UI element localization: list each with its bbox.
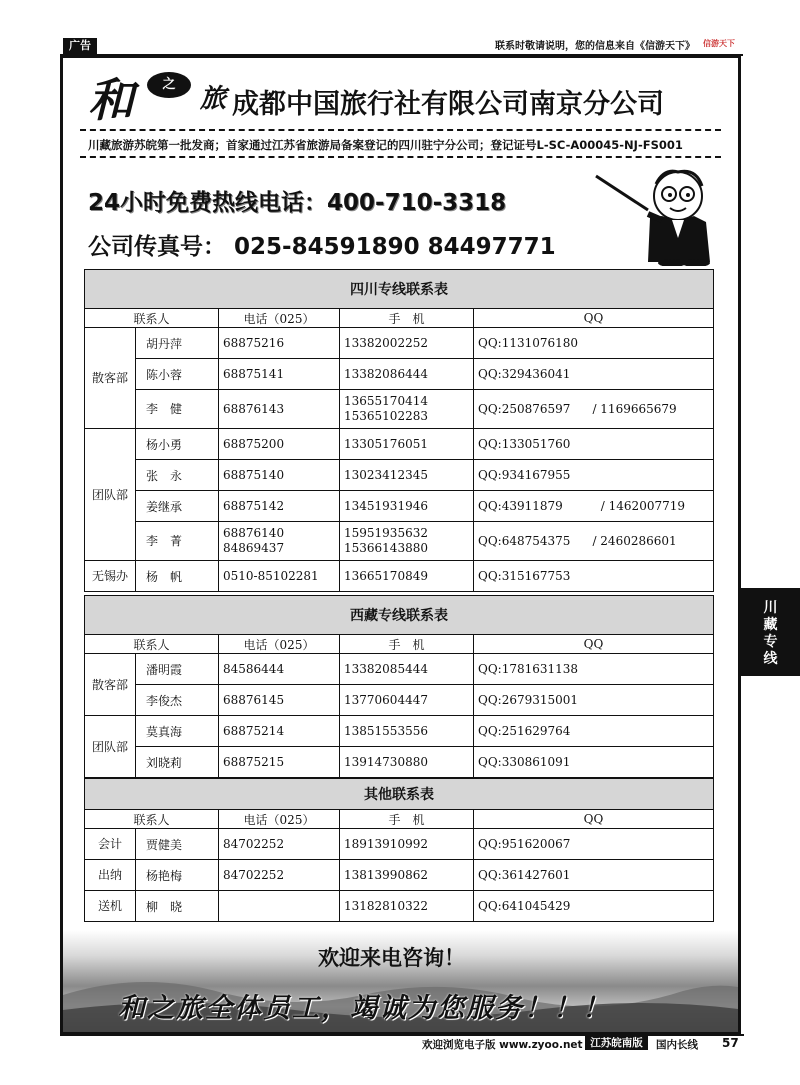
column-header-contact: 联系人	[85, 810, 219, 829]
tel-cell: 68875214	[219, 716, 340, 747]
contact-name: 贾健美	[136, 829, 219, 860]
department-cell: 团队部	[85, 429, 136, 561]
contact-name: 李俊杰	[136, 685, 219, 716]
department-cell: 会计	[85, 829, 136, 860]
tel-number: 84869437	[223, 541, 285, 555]
side-tab-char: 藏	[763, 617, 778, 633]
tibet-contact-table	[84, 595, 714, 778]
contact-name: 陈小蓉	[136, 359, 219, 390]
tel-cell: 68875215	[219, 747, 340, 778]
tel-cell	[219, 522, 340, 561]
table-row	[85, 522, 714, 561]
column-header-qq: QQ	[474, 309, 714, 328]
ad-tag: 广告	[63, 38, 97, 54]
table-row	[85, 561, 714, 592]
hotline-number: 24小时免费热线电话：400-710-3318	[88, 190, 507, 216]
contact-name: 杨 帆	[136, 561, 219, 592]
table-title: 西藏专线联系表	[85, 596, 714, 635]
department-cell: 无锡办	[85, 561, 136, 592]
table-row	[85, 747, 714, 778]
tel-cell: 68876145	[219, 685, 340, 716]
department-cell: 散客部	[85, 328, 136, 429]
department-cell: 送机	[85, 891, 136, 922]
mobile-cell: 13382086444	[340, 359, 474, 390]
mobile-cell: 13023412345	[340, 460, 474, 491]
qq-cell: QQ:329436041	[474, 359, 714, 390]
department-cell: 出纳	[85, 860, 136, 891]
contact-name: 柳 晓	[136, 891, 219, 922]
column-header-mobile: 手 机	[340, 810, 474, 829]
column-header-tel: 电话（025）	[219, 635, 340, 654]
tel-cell: 68876143	[219, 390, 340, 429]
edition-badge: 江苏皖南版	[585, 1036, 648, 1050]
qq-cell: QQ:951620067	[474, 829, 714, 860]
company-name: 成都中国旅行社有限公司南京分公司	[232, 89, 664, 120]
qq-cell	[474, 491, 714, 522]
qq-cell: QQ:361427601	[474, 860, 714, 891]
source-note: 联系时敬请说明，您的信息来自《信游天下》	[495, 41, 695, 52]
dashed-divider	[80, 156, 721, 158]
mobile-number: 15365102283	[344, 409, 428, 423]
publication-logo: 信游天下	[703, 39, 735, 48]
contact-name: 李 健	[136, 390, 219, 429]
sichuan-contact-table	[84, 269, 714, 592]
qq-number: / 2460286601	[592, 533, 677, 548]
qq-cell: QQ:641045429	[474, 891, 714, 922]
tel-cell: 0510-85102281	[219, 561, 340, 592]
mobile-number: 15951935632	[344, 526, 428, 540]
side-tab-char: 专	[763, 634, 778, 650]
table-row	[85, 328, 714, 359]
mobile-number: 13655170414	[344, 394, 428, 408]
company-tagline: 川藏旅游苏皖第一批发商；首家通过江苏省旅游局备案登记的四川驻宁分公司；登记证号L-SC-A00045-NJ-FS001	[88, 138, 683, 152]
qq-cell: QQ:251629764	[474, 716, 714, 747]
dashed-divider	[80, 129, 721, 131]
mobile-cell: 13382085444	[340, 654, 474, 685]
brand-logo-circle: 之	[147, 72, 191, 98]
tel-cell: 68875200	[219, 429, 340, 460]
mobile-cell: 13665170849	[340, 561, 474, 592]
qq-cell: QQ:934167955	[474, 460, 714, 491]
table-row	[85, 390, 714, 429]
tel-cell: 68875142	[219, 491, 340, 522]
mobile-cell: 13914730880	[340, 747, 474, 778]
table-row	[85, 460, 714, 491]
department-cell: 团队部	[85, 716, 136, 778]
section-label: 国内长线	[656, 1039, 698, 1051]
page-number: 57	[722, 1036, 739, 1050]
mobile-number: 15366143880	[344, 541, 428, 555]
table-row	[85, 491, 714, 522]
contact-name: 莫真海	[136, 716, 219, 747]
table-row	[85, 654, 714, 685]
contact-name: 潘明霞	[136, 654, 219, 685]
table-row	[85, 685, 714, 716]
contact-name: 杨艳梅	[136, 860, 219, 891]
mobile-cell: 13770604447	[340, 685, 474, 716]
qq-cell: QQ:330861091	[474, 747, 714, 778]
tel-cell: 84702252	[219, 860, 340, 891]
tel-cell: 68875140	[219, 460, 340, 491]
cartoon-mascot-icon	[592, 166, 722, 266]
contact-name: 姜继承	[136, 491, 219, 522]
table-title: 其他联系表	[85, 779, 714, 810]
tel-cell: 68875216	[219, 328, 340, 359]
column-header-qq: QQ	[474, 810, 714, 829]
side-tab-char: 线	[763, 651, 778, 667]
column-header-tel: 电话（025）	[219, 810, 340, 829]
mobile-cell	[340, 522, 474, 561]
department-cell: 散客部	[85, 654, 136, 716]
contact-name: 李 菁	[136, 522, 219, 561]
qq-number: QQ:43911879	[478, 499, 563, 513]
tel-cell	[219, 891, 340, 922]
brand-logo-char: 旅	[200, 84, 227, 114]
qq-cell: QQ:315167753	[474, 561, 714, 592]
mobile-cell: 13813990862	[340, 860, 474, 891]
contact-name: 杨小勇	[136, 429, 219, 460]
qq-number: QQ:250876597	[478, 401, 571, 416]
contact-name: 胡丹萍	[136, 328, 219, 359]
tel-cell: 84702252	[219, 829, 340, 860]
qq-cell	[474, 390, 714, 429]
mobile-cell: 13451931946	[340, 491, 474, 522]
tel-number: 68876140	[223, 526, 285, 540]
qq-cell: QQ:133051760	[474, 429, 714, 460]
mobile-cell: 13851553556	[340, 716, 474, 747]
welcome-message: 欢迎来电咨询！	[318, 946, 465, 970]
qq-cell: QQ:2679315001	[474, 685, 714, 716]
section-side-tab	[741, 588, 800, 676]
mobile-cell: 13382002252	[340, 328, 474, 359]
contact-name: 刘晓莉	[136, 747, 219, 778]
qq-number: / 1462007719	[600, 499, 686, 513]
tel-cell: 68875141	[219, 359, 340, 390]
qq-cell	[474, 522, 714, 561]
mobile-cell: 18913910992	[340, 829, 474, 860]
table-title: 四川专线联系表	[85, 270, 714, 309]
qq-number: / 1169665679	[592, 401, 677, 416]
column-header-tel: 电话（025）	[219, 309, 340, 328]
qq-cell: QQ:1781631138	[474, 654, 714, 685]
table-row	[85, 359, 714, 390]
mobile-cell: 13305176051	[340, 429, 474, 460]
other-contact-table	[84, 778, 714, 922]
mobile-cell: 13182810322	[340, 891, 474, 922]
qq-cell: QQ:1131076180	[474, 328, 714, 359]
column-header-qq: QQ	[474, 635, 714, 654]
table-row	[85, 716, 714, 747]
side-tab-char: 川	[763, 600, 778, 616]
column-header-mobile: 手 机	[340, 309, 474, 328]
brand-logo-char: 和	[88, 73, 132, 127]
fax-number: 公司传真号： 025-84591890 84497771	[88, 234, 556, 260]
column-header-contact: 联系人	[85, 309, 219, 328]
website-note: 欢迎浏览电子版 www.zyoo.net	[422, 1039, 583, 1051]
table-row	[85, 429, 714, 460]
table-row	[85, 891, 714, 922]
table-row	[85, 860, 714, 891]
column-header-contact: 联系人	[85, 635, 219, 654]
table-row	[85, 829, 714, 860]
tel-cell: 84586444	[219, 654, 340, 685]
mobile-cell	[340, 390, 474, 429]
qq-number: QQ:648754375	[478, 533, 571, 548]
service-slogan: 和之旅全体员工，竭诚为您服务！！！	[118, 993, 611, 1024]
contact-name: 张 永	[136, 460, 219, 491]
column-header-mobile: 手 机	[340, 635, 474, 654]
